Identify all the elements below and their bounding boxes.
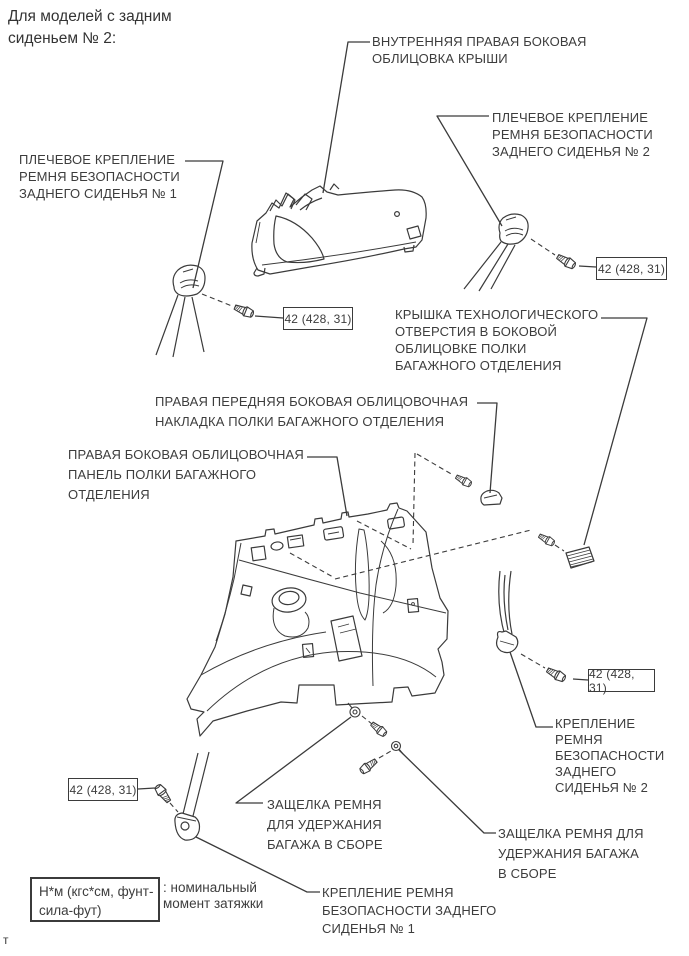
belt-anchor-1-drawing xyxy=(175,752,209,840)
bolt-icon xyxy=(537,532,556,547)
label-line: БЕЗОПАСНОСТИ ЗАДНЕГО xyxy=(322,903,497,918)
label-side-panel xyxy=(68,445,304,505)
torque-spec-box xyxy=(596,257,667,280)
bolt-icon xyxy=(153,783,173,805)
legend-meaning-line: : номинальный xyxy=(163,880,257,895)
bolt-icon xyxy=(358,757,379,776)
label-shoulder-anchor-1 xyxy=(19,151,180,202)
legend-unit-line: Н*м (кгс*см, фунт- xyxy=(39,884,154,899)
label-line: ОТДЕЛЕНИЯ xyxy=(68,487,150,502)
label-line: РЕМНЯ БЕЗОПАСНОСТИ xyxy=(492,127,653,142)
page-title-line: сиденьем № 2: xyxy=(8,30,117,47)
label-line: БАГАЖНОГО ОТДЕЛЕНИЯ xyxy=(395,358,562,373)
label-belt-anchor-1 xyxy=(322,884,496,938)
belt-anchor-2-drawing xyxy=(497,571,518,653)
label-line: ОБЛИЦОВКА КРЫШИ xyxy=(372,51,508,66)
bolt-icon xyxy=(369,720,388,738)
strap-latch-1-drawing xyxy=(348,703,360,717)
torque-value: 42 (428, 31) xyxy=(69,782,137,797)
label-line: БАГАЖА В СБОРЕ xyxy=(267,837,383,852)
legend-unit-line: сила-фут) xyxy=(39,903,102,918)
bolt-icon xyxy=(233,303,255,319)
torque-spec-box xyxy=(588,666,655,695)
label-line: ЗАЩЕЛКА РЕМНЯ xyxy=(267,797,382,812)
screw-icon xyxy=(454,473,473,488)
label-line: НАКЛАДКА ПОЛКИ БАГАЖНОГО ОТДЕЛЕНИЯ xyxy=(155,414,445,429)
label-line: КРЫШКА ТЕХНОЛОГИЧЕСКОГО xyxy=(395,307,599,322)
torque-unit-legend-box xyxy=(30,877,160,922)
front-garnish-cap-drawing xyxy=(481,490,502,505)
label-line: КРЕПЛЕНИЕ xyxy=(555,716,636,731)
bolt-icon xyxy=(545,666,567,684)
label-line: РЕМНЯ xyxy=(555,732,603,747)
label-line: ЗАДНЕГО xyxy=(555,764,617,779)
bolt-icon xyxy=(555,252,577,270)
label-line: СИДЕНЬЯ № 1 xyxy=(322,921,415,936)
torque-spec-box xyxy=(283,307,353,330)
label-line: ЗАДНЕГО СИДЕНЬЯ № 2 xyxy=(492,144,651,159)
label-line: ПРАВАЯ БОКОВАЯ ОБЛИЦОВОЧНАЯ xyxy=(68,447,304,462)
label-shoulder-anchor-2 xyxy=(492,109,653,160)
page-title-line: Для моделей с задним xyxy=(8,8,172,25)
service-hole-cover-drawing xyxy=(566,547,594,568)
shoulder-anchor-2-drawing xyxy=(464,214,528,291)
quarter-trim-panel-drawing xyxy=(187,503,448,736)
label-front-side-garnish xyxy=(155,392,468,432)
label-line: ПЛЕЧЕВОЕ КРЕПЛЕНИЕ xyxy=(19,152,176,167)
label-line: УДЕРЖАНИЯ БАГАЖА xyxy=(498,846,639,861)
label-line: ДЛЯ УДЕРЖАНИЯ xyxy=(267,817,382,832)
label-line: ЗАДНЕГО СИДЕНЬЯ № 1 xyxy=(19,186,178,201)
label-line: ПАНЕЛЬ ПОЛКИ БАГАЖНОГО xyxy=(68,467,257,482)
torque-value: 42 (428, 31) xyxy=(284,311,352,326)
label-line: КРЕПЛЕНИЕ РЕМНЯ xyxy=(322,885,454,900)
page-footnote: т xyxy=(3,933,9,947)
label-belt-anchor-2 xyxy=(555,716,664,796)
torque-value: 42 (428, 31) xyxy=(589,666,635,695)
label-line: ОБЛИЦОВКЕ ПОЛКИ xyxy=(395,341,527,356)
label-line: ЗАЩЕЛКА РЕМНЯ ДЛЯ xyxy=(498,826,644,841)
torque-spec-box xyxy=(68,778,138,801)
torque-legend-meaning xyxy=(163,880,263,911)
torque-value: 42 (428, 31) xyxy=(597,261,666,276)
label-line: ПРАВАЯ ПЕРЕДНЯЯ БОКОВАЯ ОБЛИЦОВОЧНАЯ xyxy=(155,394,469,409)
shoulder-anchor-1-drawing xyxy=(156,265,205,357)
label-strap-latch-left xyxy=(267,795,383,855)
page-title xyxy=(8,6,172,50)
label-roof-side-garnish xyxy=(372,33,587,67)
label-line: БЕЗОПАСНОСТИ xyxy=(555,748,665,763)
label-line: СИДЕНЬЯ № 2 xyxy=(555,780,648,795)
legend-meaning-line: момент затяжки xyxy=(163,895,264,911)
label-line: ОТВЕРСТИЯ В БОКОВОЙ xyxy=(395,324,558,339)
label-line: В СБОРЕ xyxy=(498,866,557,881)
label-line: ПЛЕЧЕВОЕ КРЕПЛЕНИЕ xyxy=(492,110,649,125)
label-line: РЕМНЯ БЕЗОПАСНОСТИ xyxy=(19,169,180,184)
label-strap-latch-right xyxy=(498,824,644,884)
label-line: ВНУТРЕННЯЯ ПРАВАЯ БОКОВАЯ xyxy=(372,34,587,49)
roof-side-garnish-drawing xyxy=(252,184,426,276)
label-service-hole-cover xyxy=(395,306,598,374)
